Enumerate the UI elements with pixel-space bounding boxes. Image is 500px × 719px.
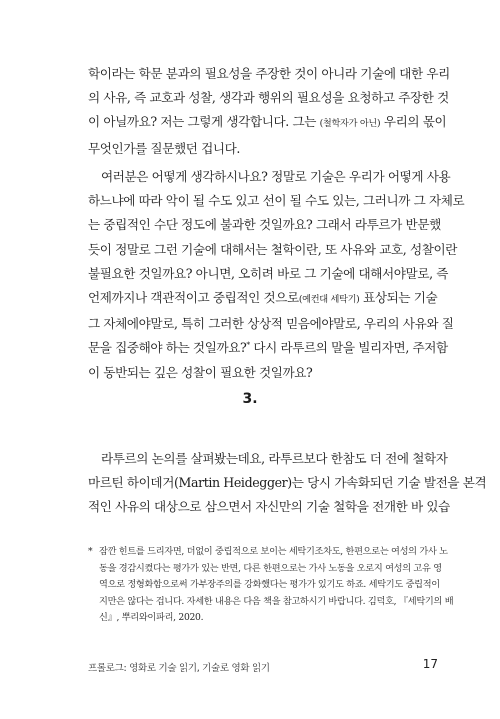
inline-note: (철학자가 아닌): [319, 118, 381, 130]
text-line: [88, 110, 447, 136]
text-line: [88, 336, 448, 360]
footnote-line: 동을 경감시켰다는 평가가 있는 반면, 다른 한편으로는 가사 노동을 오로지 여성의 고유 영: [99, 562, 442, 574]
footnote-line: 역으로 정형화함으로써 가부장주의를 강화했다는 평가가 있기도 하죠. 세탁기도 중립적이: [99, 579, 440, 591]
text-fragment: 언제까지나 객관적이고 중립적인 것으로: [88, 290, 299, 306]
text-line: 이 동반되는 깊은 성찰이 필요한 것일까요?: [88, 364, 313, 380]
paragraph-2: [88, 165, 465, 385]
footnote-line: [88, 544, 448, 561]
paragraph-1: [88, 62, 450, 161]
text-line: 적인 사유의 대상으로 삼으면서 자신만의 기술 철학을 전개한 바 있습: [88, 499, 450, 515]
text-line: 여러분은 어떻게 생각하시나요? 정말로 기술은 우리가 어떻게 사용: [101, 169, 451, 184]
paragraph-3: [88, 447, 487, 520]
text-line: 무엇인가를 질문했던 겁니다.: [88, 140, 240, 156]
footnote: [88, 544, 454, 627]
text-line: 의 사유, 즉 교호과 성찰, 생각과 행위의 필요성을 요청하고 주장한 것: [88, 90, 449, 106]
footnote-line: 지만은 않다는 겁니다. 자세한 내용은 다음 책을 참고하시기 바랍니다. 김덕호, 『세탁기의 배: [99, 595, 454, 607]
text-line: 학이라는 학문 분과의 필요성을 주장한 것이 아니라 기술에 대한 우리: [88, 66, 450, 81]
text-line: 듯이 정말로 그런 기술에 대해서는 철학이란, 또 사유와 교호, 성찰이란: [88, 241, 458, 257]
text-line: 불필요한 것일까요? 아니면, 오히려 바로 그 기술에 대해서야말로, 즉: [88, 265, 449, 281]
footnote-marker[interactable]: *: [246, 340, 250, 350]
footnote-mark: *: [88, 546, 93, 557]
text-fragment: 이 아닐까요? 저는 그렇게 생각합니다. 그는: [88, 114, 316, 130]
footnote-line: 신』, 뿌리와이파리, 2020.: [99, 612, 204, 624]
page-number: 17: [422, 657, 438, 671]
text-fragment: 잠깐 힌트를 드리자면, 더없이 중립적으로 보이는 세탁기조차도, 한편으로는 여성의 가사 노: [99, 546, 448, 557]
text-line: 그 자체에야말로, 특히 그러한 상상적 믿음에야말로, 우리의 사유와 질: [88, 316, 454, 332]
text-fragment: 우리의 몫이: [380, 114, 447, 130]
running-title: 프롤로그: 영화로 기술 읽기, 기술로 영화 읽기: [88, 663, 270, 674]
text-line: 마르틴 하이데거(Martin Heidegger)는 당시 가속화되던 기술 발전을 본격: [88, 475, 487, 491]
inline-note: (예컨대 세탁기): [298, 294, 360, 306]
text-line: 하느냐에 따라 악이 될 수도 있고 선이 될 수도 있는, 그러니까 그 자체로: [88, 193, 465, 209]
text-fragment: 다시 라투르의 말을 빌리자면, 주저함: [249, 340, 448, 356]
text-fragment: 표상되는 기술: [359, 290, 438, 306]
text-line: 라투르의 논의를 살펴봤는데요, 라투르보다 한참도 더 전에 철학자: [101, 451, 448, 466]
section-heading: 3.: [242, 391, 258, 407]
text-line: 는 중립적인 수단 정도에 불과한 것일까요? 그래서 라투르가 반문했: [88, 217, 441, 233]
text-line: [88, 286, 438, 312]
text-fragment: 문을 집중해야 하는 것일까요?: [88, 340, 247, 356]
